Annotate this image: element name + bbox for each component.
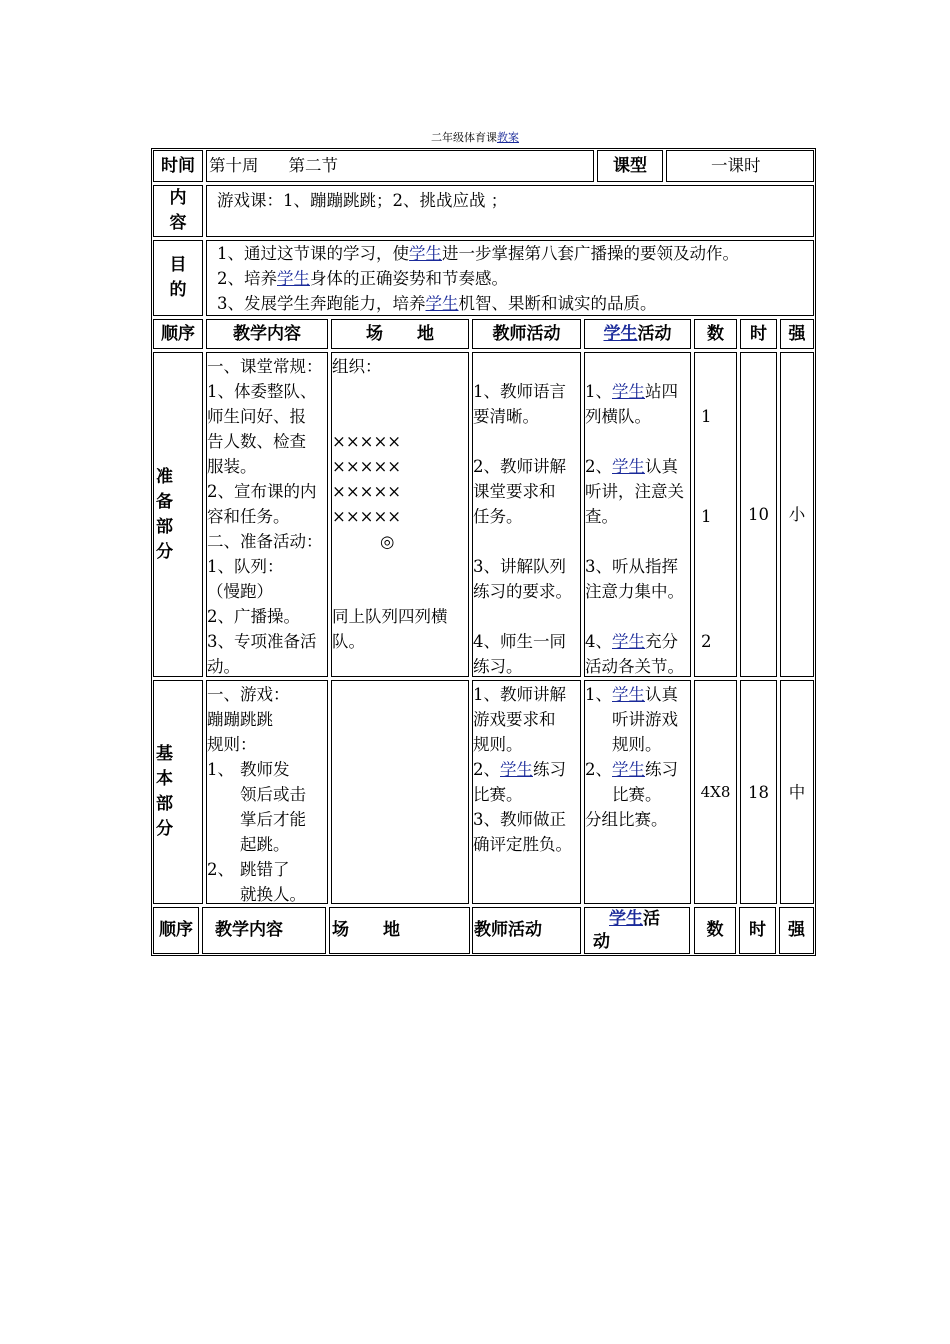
prep-student-4-num: 4、 xyxy=(585,632,612,651)
footer-teacher: 教师活动 xyxy=(472,907,581,954)
main-teacher-2-num: 2、 xyxy=(473,760,500,779)
prep-teacher: 1、教师语言 要清晰。 2、教师讲解 课堂要求和 任务。 3、讲解队列 练习的要求。 4、师生一同 练习。 xyxy=(472,352,581,677)
goal-3-link[interactable]: 学生 xyxy=(425,294,459,313)
header-order: 顺序 xyxy=(153,319,203,349)
main-student xyxy=(584,680,691,904)
main-teacher-2 xyxy=(473,757,580,807)
main-content xyxy=(206,680,328,904)
rule-2 xyxy=(207,857,327,904)
footer-time: 时 xyxy=(739,907,776,954)
goal-3 xyxy=(217,291,813,316)
header-count: 数 xyxy=(694,319,737,349)
footer-count: 数 xyxy=(694,907,736,954)
prep-student-1-link[interactable]: 学生 xyxy=(612,382,645,401)
teacher-position-mark: ◎ xyxy=(380,532,395,551)
main-student-2-num: 2、 xyxy=(585,760,612,779)
goal-2 xyxy=(217,266,813,291)
prep-student-4-link[interactable]: 学生 xyxy=(612,632,645,651)
main-student-1 xyxy=(585,682,690,757)
footer-student xyxy=(584,907,690,954)
prep-student-1 xyxy=(585,379,690,429)
header-time: 时 xyxy=(740,319,777,349)
header-content: 教学内容 xyxy=(206,319,328,349)
header-student-link[interactable]: 学生 xyxy=(603,323,638,344)
goal-2-text: 2、培养 xyxy=(217,269,277,288)
footer-student-line-1 xyxy=(593,908,689,931)
prep-student-4-text: 充分 活动各关节。 xyxy=(585,632,684,676)
header-intensity: 强 xyxy=(780,319,814,349)
footer-student-line-2: 动 xyxy=(593,932,610,952)
header-venue: 场 地 xyxy=(331,319,469,349)
prep-student-4 xyxy=(585,629,690,677)
lesson-type-label: 课型 xyxy=(597,150,663,182)
main-label-text: 基本部分 xyxy=(156,744,173,839)
rule-2-num: 2、 xyxy=(207,860,234,879)
prep-count xyxy=(694,352,737,677)
week-value: 第十周 xyxy=(209,156,259,175)
prep-student-2 xyxy=(585,454,690,529)
main-content-head: 一、游戏： 蹦蹦跳跳 规则： xyxy=(207,685,290,754)
footer-order: 顺序 xyxy=(153,907,199,954)
header-teacher: 教师活动 xyxy=(472,319,581,349)
goal-3-text-end: 机智、果断和诚实的品质。 xyxy=(458,294,657,313)
header-student-text: 活动 xyxy=(637,323,672,344)
document-title-link[interactable]: 教案 xyxy=(497,131,519,144)
prep-intensity: 小 xyxy=(780,352,814,677)
main-count: 4X8 xyxy=(694,680,737,904)
lesson-type-value: 一课时 xyxy=(666,150,814,182)
goal-2-text-end: 身体的正确姿势和节奏感。 xyxy=(310,269,508,288)
formation-grid: ××××× ××××× ××××× ××××× xyxy=(332,432,402,526)
session-value: 第二节 xyxy=(288,156,338,175)
goal-3-text: 3、发展学生奔跑能力，培养 xyxy=(217,294,426,313)
rule-1 xyxy=(207,757,327,857)
prep-label xyxy=(153,352,203,677)
main-teacher-1: 1、教师讲解 游戏要求和 规则。 xyxy=(473,685,566,754)
goal-label xyxy=(153,240,203,316)
document-title-text: 二年级体育课 xyxy=(431,131,497,144)
main-teacher-3: 3、教师做正 确评定胜负。 xyxy=(473,810,572,854)
goal-1-text-end: 进一步掌握第八套广播操的要领及动作。 xyxy=(442,244,739,263)
time-value xyxy=(206,150,594,182)
prep-student-2-text: 认真 听讲，注意关 查。 xyxy=(585,457,684,526)
document-title xyxy=(0,129,950,145)
rule-1-num: 1、 xyxy=(207,760,234,779)
main-time: 18 xyxy=(740,680,777,904)
prep-venue-note: 同上队列四列横 队。 xyxy=(332,607,448,651)
main-student-1-link[interactable]: 学生 xyxy=(612,685,645,704)
prep-label-text: 准备部分 xyxy=(156,466,173,562)
time-label: 时间 xyxy=(153,150,203,182)
prep-student xyxy=(584,352,691,677)
main-venue xyxy=(331,680,469,904)
main-student-2-text: 练习 比赛。 xyxy=(612,760,678,804)
main-student-1-text: 认真 听讲游戏 规则。 xyxy=(612,685,678,754)
content-label xyxy=(153,185,203,237)
prep-venue-org: 组织： xyxy=(332,357,382,376)
footer-student-text-1: 活 xyxy=(643,909,660,929)
header-student xyxy=(584,319,691,349)
main-student-3: 分组比赛。 xyxy=(585,810,668,829)
goal-1 xyxy=(217,241,813,266)
main-student-2-body xyxy=(612,757,678,807)
prep-count-3: 2 xyxy=(701,632,712,651)
main-student-2 xyxy=(585,757,690,807)
main-teacher-2-text: 练习 比赛。 xyxy=(473,760,566,804)
goal-label-text: 目的 xyxy=(169,255,187,300)
main-student-1-num: 1、 xyxy=(585,685,612,704)
rule-2-text: 跳错了 就换人。 xyxy=(240,860,306,904)
prep-venue xyxy=(331,352,469,677)
goal-2-link[interactable]: 学生 xyxy=(277,269,310,288)
prep-count-2: 1 xyxy=(701,507,712,526)
goal-1-text: 1、通过这节课的学习，使 xyxy=(217,244,409,263)
content-label-text: 内容 xyxy=(169,188,187,233)
footer-venue: 场 地 xyxy=(329,907,470,954)
main-teacher-2-link[interactable]: 学生 xyxy=(500,760,533,779)
main-student-2-link[interactable]: 学生 xyxy=(612,760,645,779)
footer-content: 教学内容 xyxy=(202,907,326,954)
main-label xyxy=(153,680,203,904)
footer-intensity: 强 xyxy=(779,907,814,954)
goal-value xyxy=(206,240,814,316)
main-teacher xyxy=(472,680,581,904)
rule-1-text: 教师发 领后或击 掌后才能 起跳。 xyxy=(240,760,306,854)
prep-student-3: 3、听从指挥 注意力集中。 xyxy=(585,557,684,601)
prep-count-1: 1 xyxy=(701,407,712,426)
prep-time: 10 xyxy=(740,352,777,677)
main-intensity: 中 xyxy=(780,680,814,904)
prep-content: 一、课堂常规： 1、体委整队、 师生问好、报 告人数、检查 服装。 2、宣布课的内 容和任务。 二、准备活动： 1、队列： （慢跑） 2、广播操。 3、专项准备活 动。 xyxy=(206,352,328,677)
main-student-1-body xyxy=(612,682,678,757)
prep-student-2-num: 2、 xyxy=(585,457,612,476)
prep-student-1-num: 1、 xyxy=(585,382,612,401)
prep-student-2-link[interactable]: 学生 xyxy=(612,457,645,476)
content-value: 游戏课：1、蹦蹦跳跳；2、挑战应战 ； xyxy=(206,185,814,237)
footer-student-link[interactable]: 学生 xyxy=(609,909,643,929)
goal-1-link[interactable]: 学生 xyxy=(409,244,442,263)
prep-student-1-text: 站四 列横队。 xyxy=(585,382,678,426)
